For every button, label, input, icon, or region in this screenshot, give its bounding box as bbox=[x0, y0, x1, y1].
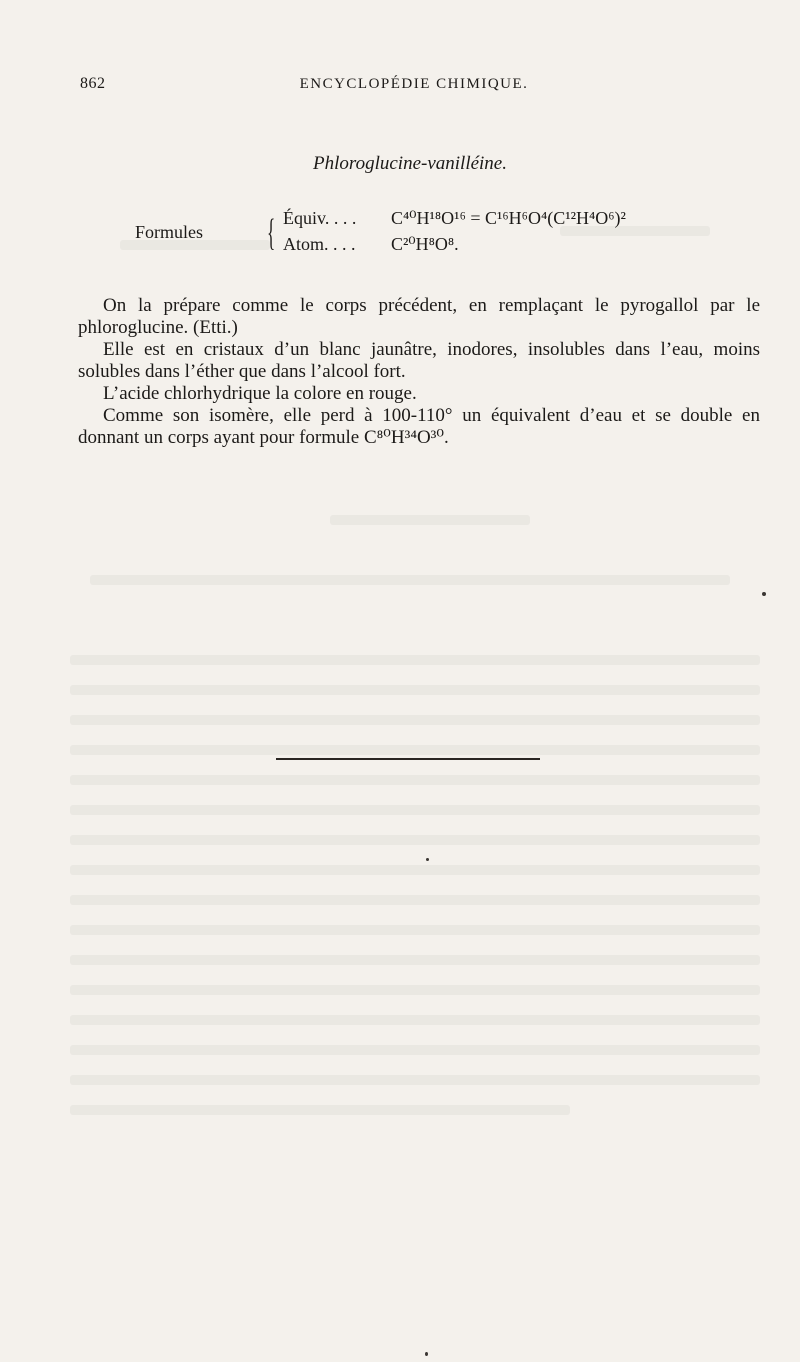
brace-glyph: { bbox=[267, 212, 276, 254]
formula-label: Formules bbox=[135, 222, 204, 242]
section-title: Phloroglucine-vanilléine. bbox=[313, 153, 507, 174]
paragraph: Elle est en cristaux d’un blanc jaunâtre, inodores, insolubles dans l’eau, moins solubles dans l’éther que dans l’alcool fort. bbox=[78, 339, 760, 382]
section-divider bbox=[276, 758, 540, 760]
formula-row-equiv bbox=[283, 208, 626, 229]
running-head: ENCYCLOPÉDIE CHIMIQUE. bbox=[299, 76, 529, 92]
paragraph: L’acide chlorhydrique la colore en rouge. bbox=[103, 383, 417, 404]
equiv-formula: C⁴⁰H¹⁸O¹⁶ = C¹⁶H⁶O⁴(C¹²H⁴O⁶)² bbox=[391, 208, 626, 228]
page-number: 862 bbox=[80, 75, 106, 92]
paragraph: On la prépare comme le corps précédent, en remplaçant le pyrogallol par le phloroglucine. (Etti.) bbox=[78, 295, 760, 338]
formula-row-atom bbox=[283, 234, 459, 255]
paragraph: Comme son isomère, elle perd à 100-110° un équivalent d’eau et se double en donnant un corps ayant pour formule C⁸⁰H³⁴O³⁰. bbox=[78, 405, 760, 448]
atom-formula: C²⁰H⁸O⁸. bbox=[391, 234, 459, 254]
body-text bbox=[78, 295, 760, 449]
formula-block bbox=[135, 208, 695, 268]
equiv-label: Équiv. . . . bbox=[283, 208, 357, 228]
atom-label: Atom. . . . bbox=[283, 234, 356, 254]
